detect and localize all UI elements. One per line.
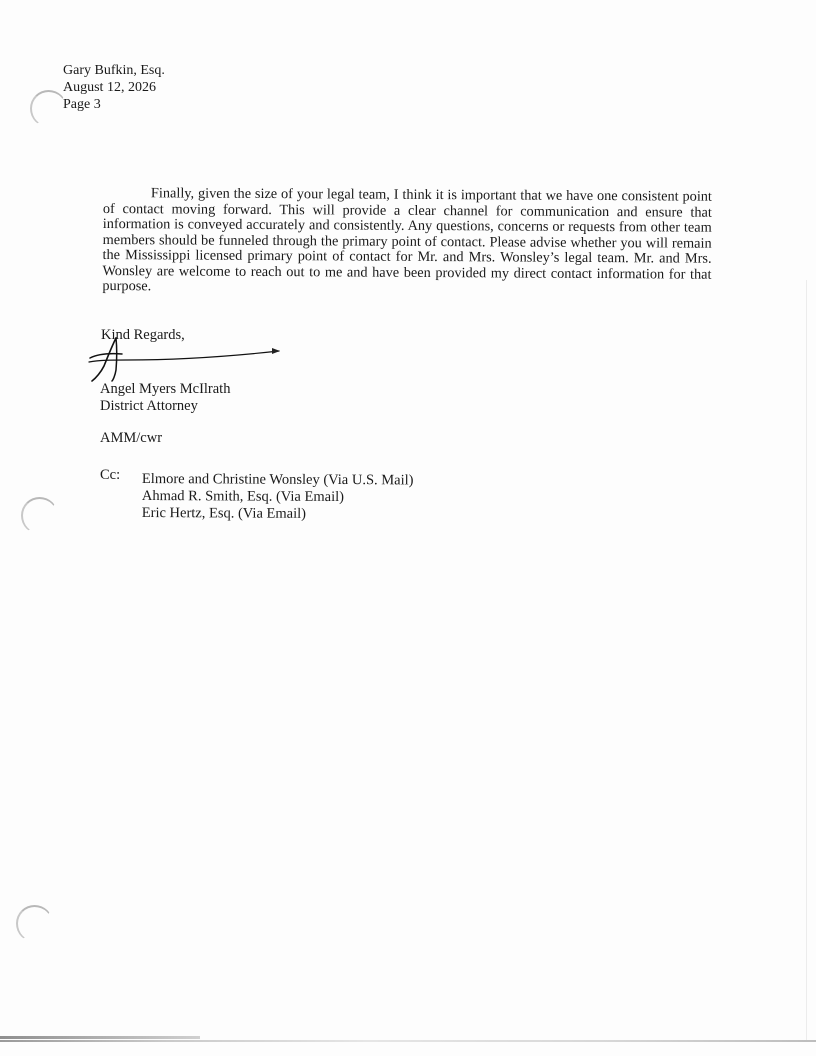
punch-hole-mark — [21, 497, 58, 534]
cc-recipient: Ahmad R. Smith, Esq. (Via Email) — [141, 487, 345, 506]
header-page-number: Page 3 — [63, 97, 101, 112]
handwritten-signature — [86, 336, 286, 382]
signer-name: Angel Myers McIlrath — [100, 381, 231, 397]
header-recipient: Gary Bufkin, Esq. — [63, 63, 165, 78]
cc-list — [142, 471, 414, 523]
punch-hole-mark — [16, 905, 53, 942]
signer-title: District Attorney — [100, 398, 198, 414]
scan-edge-bottom-left — [0, 1036, 200, 1039]
header-date: August 12, 2026 — [63, 80, 156, 95]
scan-edge-right — [806, 280, 807, 1040]
cc-recipient: Eric Hertz, Esq. (Via Email) — [141, 504, 307, 522]
cc-recipient: Elmore and Christine Wonsley (Via U.S. Mail) — [141, 471, 414, 489]
page-header — [63, 62, 165, 113]
cc-label: Cc: — [100, 467, 121, 483]
typist-initials: AMM/cwr — [100, 430, 163, 446]
closing-salutation: Kind Regards, — [101, 327, 185, 343]
signer-block — [100, 381, 230, 415]
scan-edge-bottom — [0, 1040, 816, 1042]
body-paragraph: Finally, given the size of your legal team, I think it is important that we have one consistent point of contact moving forward. This will provide a clear channel for communication and ensure that information is conveyed accurately and consistently. Any questions, concerns or requests from other team members should be funneled through the primary point of contact. Please advise whether you will remain the Mississippi licensed primary point of contact for Mr. and Mrs. Wonsley’s legal team. Mr. and Mrs. Wonsley are welcome to reach out to me and have been provided my direct contact information for that purpose. — [102, 185, 712, 295]
punch-hole-mark — [30, 90, 67, 127]
